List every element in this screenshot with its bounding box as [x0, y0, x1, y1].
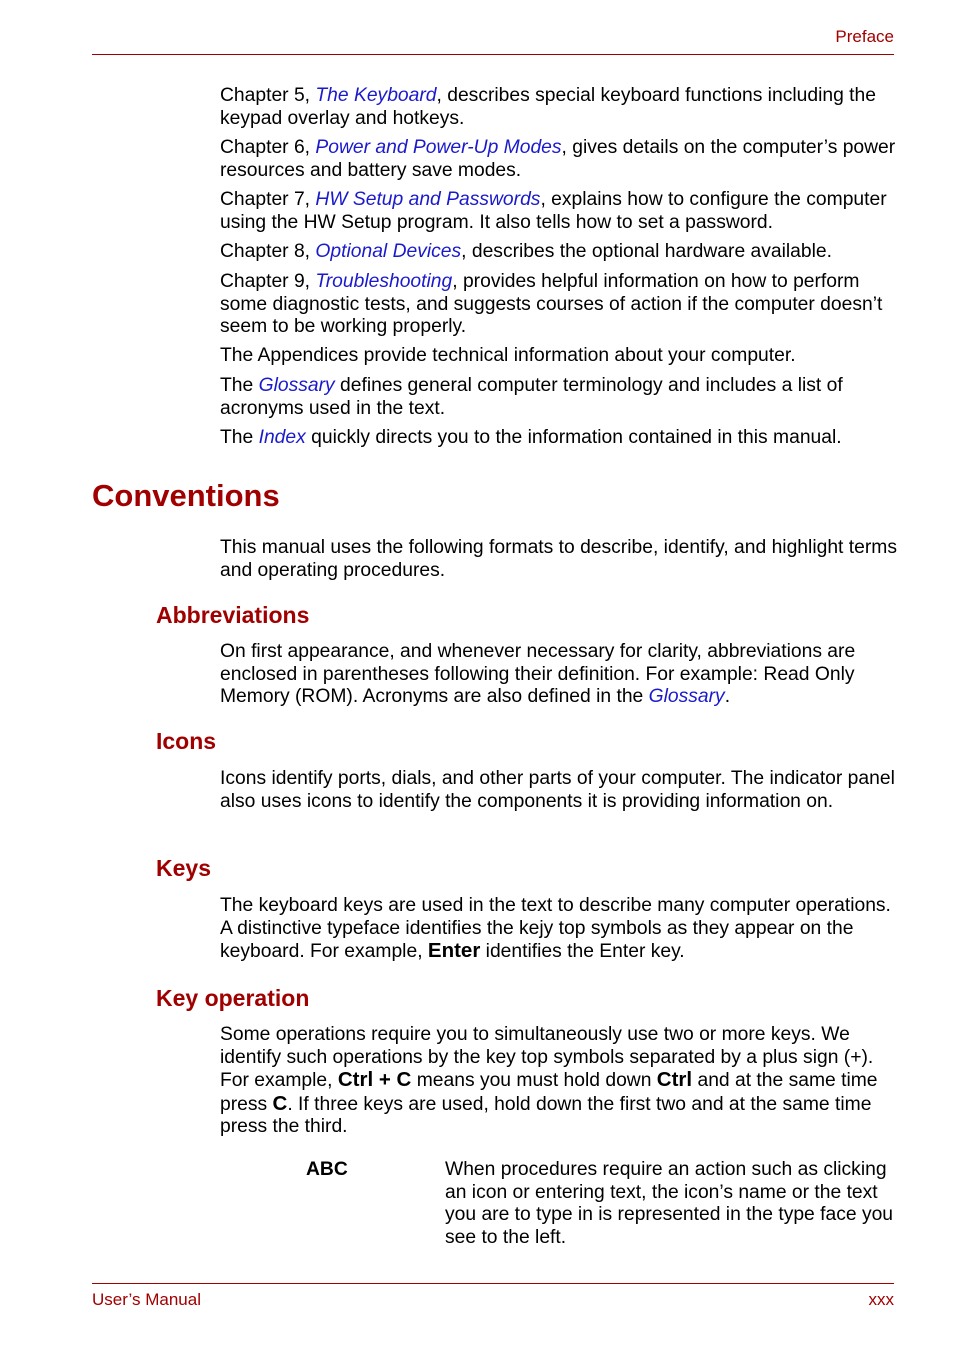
chapter-6-link[interactable]: Power and Power-Up Modes — [315, 137, 562, 158]
chapter-8-desc: , describes the optional hardware available. — [461, 241, 832, 262]
chapter-7-desc: , explains how to configure the computer using the HW Setup program. It also tells how to set a password. — [220, 189, 887, 233]
footer-manual-title: User’s Manual — [92, 1290, 201, 1309]
key-operation-heading: Key operation — [156, 985, 310, 1011]
abbreviations-heading: Abbreviations — [156, 602, 310, 628]
abc-label: ABC — [306, 1159, 348, 1180]
ctrl-c-key-label: Ctrl + C — [337, 1068, 412, 1091]
abc-description: When procedures require an action such as clicking an icon or entering text, the icon’s name or the text you are to type in is represented in the type face you see to the left. — [445, 1159, 894, 1248]
chapter-6-prefix: Chapter 6, — [220, 137, 316, 158]
chapter-6-desc: , gives details on the computer’s power resources and battery save modes. — [220, 137, 896, 181]
glossary-desc: defines general computer terminology and includes a list of acronyms used in the text. — [220, 375, 843, 419]
keys-paragraph — [220, 895, 900, 964]
keys-heading: Keys — [156, 855, 211, 881]
key-op-text-2: means you must hold down — [411, 1070, 657, 1091]
glossary-paragraph — [220, 375, 900, 420]
index-paragraph — [220, 427, 900, 450]
chapter-8-link[interactable]: Optional Devices — [315, 241, 462, 262]
abbreviations-paragraph — [220, 641, 900, 709]
chapter-6-paragraph — [220, 137, 900, 182]
key-op-text-1: Some operations require you to simultaneously use two or more keys. We identify such operations by the key top symbols separated by a plus sign (+). For example, — [220, 1024, 874, 1091]
index-desc: quickly directs you to the information contained in this manual. — [305, 427, 842, 448]
page-header-title: Preface — [835, 27, 894, 46]
glossary-link[interactable]: Glossary — [258, 375, 335, 396]
footer-rule — [92, 1283, 894, 1284]
appendices-paragraph: The Appendices provide technical information about your computer. — [220, 345, 796, 366]
c-key-label: C — [272, 1091, 288, 1115]
chapter-7-paragraph — [220, 189, 900, 234]
chapter-9-prefix: Chapter 9, — [220, 271, 316, 292]
chapter-9-desc: , provides helpful information on how to perform some diagnostic tests, and suggests courses of action if the computer doesn’t seem to be working properly. — [220, 271, 883, 337]
chapter-8-prefix: Chapter 8, — [220, 241, 316, 262]
conventions-intro: This manual uses the following formats to describe, identify, and highlight terms and operating procedures. — [220, 537, 897, 581]
chapter-8-paragraph — [220, 241, 900, 264]
chapter-7-prefix: Chapter 7, — [220, 189, 316, 210]
chapter-5-paragraph — [220, 85, 900, 130]
keys-text-1: The keyboard keys are used in the text to describe many computer operations. A distinctive typeface identifies the kejy top symbols as they appear on the keyboard. For example, — [220, 895, 891, 962]
icons-paragraph: Icons identify ports, dials, and other parts of your computer. The indicator panel also uses icons to identify the components it is providing information on. — [220, 768, 895, 812]
index-link[interactable]: Index — [258, 427, 306, 448]
abbreviations-end: . — [724, 686, 731, 707]
key-op-text-3: and at the same time press — [220, 1070, 878, 1115]
ctrl-key-label: Ctrl — [656, 1068, 693, 1091]
chapter-5-prefix: Chapter 5, — [220, 85, 316, 106]
chapter-9-paragraph — [220, 271, 900, 339]
abbreviations-text: On first appearance, and whenever necessary for clarity, abbreviations are enclosed in parentheses following their definition. For example: Read Only Memory (ROM). Acronyms are also defined in the — [220, 641, 856, 707]
glossary-prefix: The — [220, 375, 259, 396]
keys-text-2: identifies the Enter key. — [480, 941, 685, 962]
header-rule — [92, 54, 894, 55]
conventions-heading: Conventions — [92, 478, 280, 513]
icons-heading: Icons — [156, 728, 217, 754]
chapter-5-link[interactable]: The Keyboard — [315, 85, 437, 106]
chapter-5-desc: , describes special keyboard functions including the keypad overlay and hotkeys. — [220, 85, 876, 129]
chapter-9-link[interactable]: Troubleshooting — [315, 271, 453, 292]
abbreviations-glossary-link[interactable]: Glossary — [648, 686, 725, 707]
footer-page-number: xxx — [868, 1290, 894, 1309]
index-prefix: The — [220, 427, 259, 448]
key-operation-paragraph — [220, 1024, 900, 1139]
key-op-text-4: . If three keys are used, hold down the first two and at the same time press the third. — [220, 1093, 872, 1137]
enter-key-label: Enter — [427, 939, 481, 962]
chapter-7-link[interactable]: HW Setup and Passwords — [315, 189, 541, 210]
